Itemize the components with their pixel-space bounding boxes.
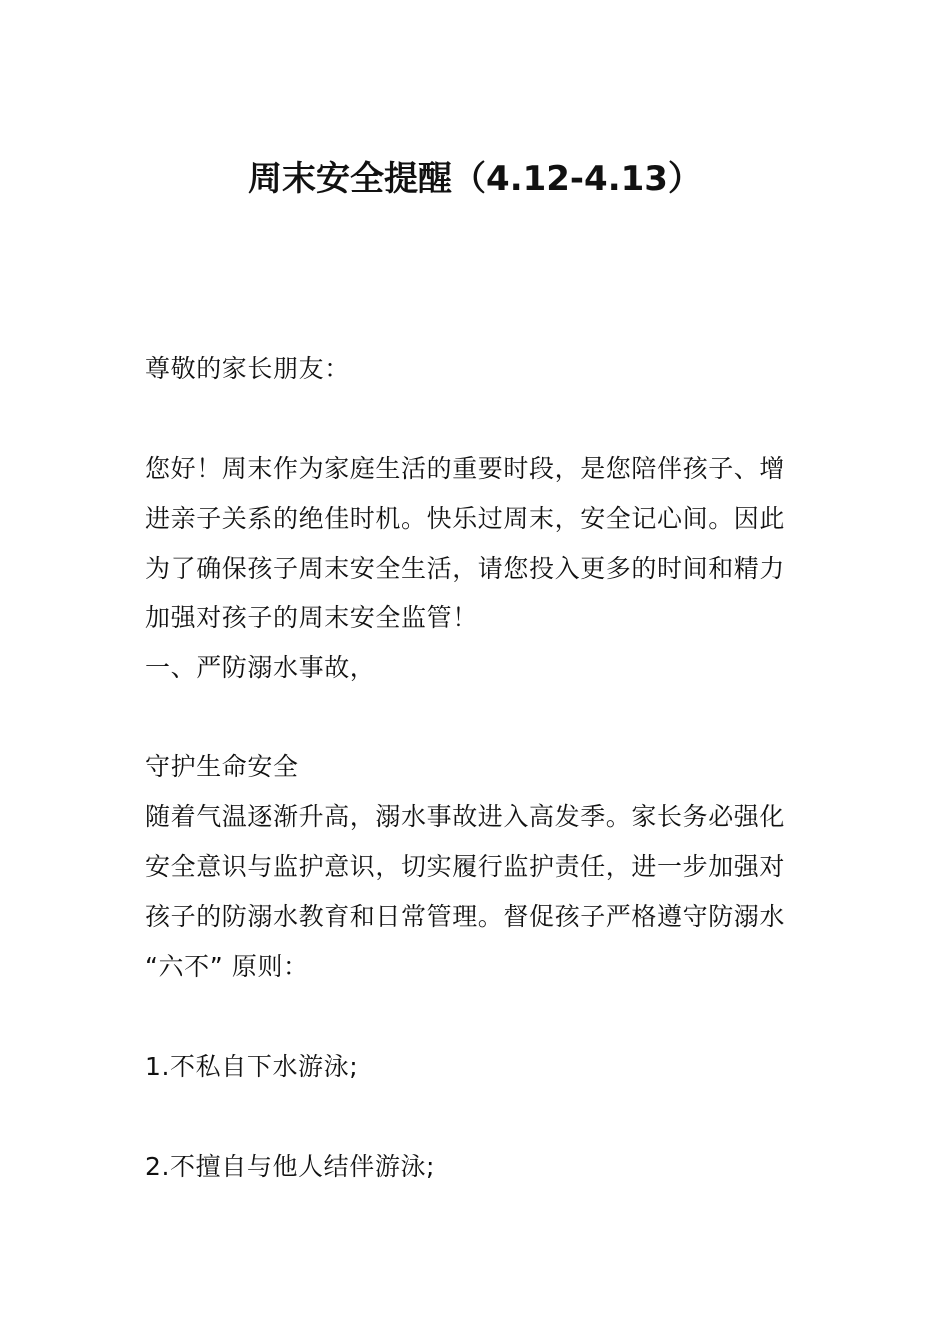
paragraph-line: 为了确保孩子周末安全生活，请您投入更多的时间和精力 bbox=[145, 554, 786, 583]
document-title: 周末安全提醒（4.12-4.13） bbox=[248, 159, 702, 199]
paragraph-line: 加强对孩子的周末安全监管！ bbox=[145, 603, 478, 632]
list-item: 2.不擅自与他人结伴游泳; bbox=[145, 1152, 436, 1181]
section-subheading: 守护生命安全 bbox=[145, 752, 299, 781]
paragraph-line: 您好！周末作为家庭生活的重要时段，是您陪伴孩子、增 bbox=[145, 454, 786, 483]
paragraph-line: 孩子的防溺水教育和日常管理。督促孩子严格遵守防溺水 bbox=[145, 902, 786, 931]
paragraph-line: 安全意识与监护意识，切实履行监护责任，进一步加强对 bbox=[145, 852, 786, 881]
paragraph-line: “六不” 原则： bbox=[145, 952, 309, 981]
paragraph-line: 随着气温逐渐升高，溺水事故进入高发季。家长务必强化 bbox=[145, 802, 786, 831]
section-heading: 一、严防溺水事故， bbox=[145, 653, 376, 682]
paragraph-line: 进亲子关系的绝佳时机。快乐过周末，安全记心间。因此 bbox=[145, 504, 786, 533]
list-item: 1.不私自下水游泳; bbox=[145, 1052, 359, 1081]
greeting-line: 尊敬的家长朋友： bbox=[145, 354, 350, 383]
